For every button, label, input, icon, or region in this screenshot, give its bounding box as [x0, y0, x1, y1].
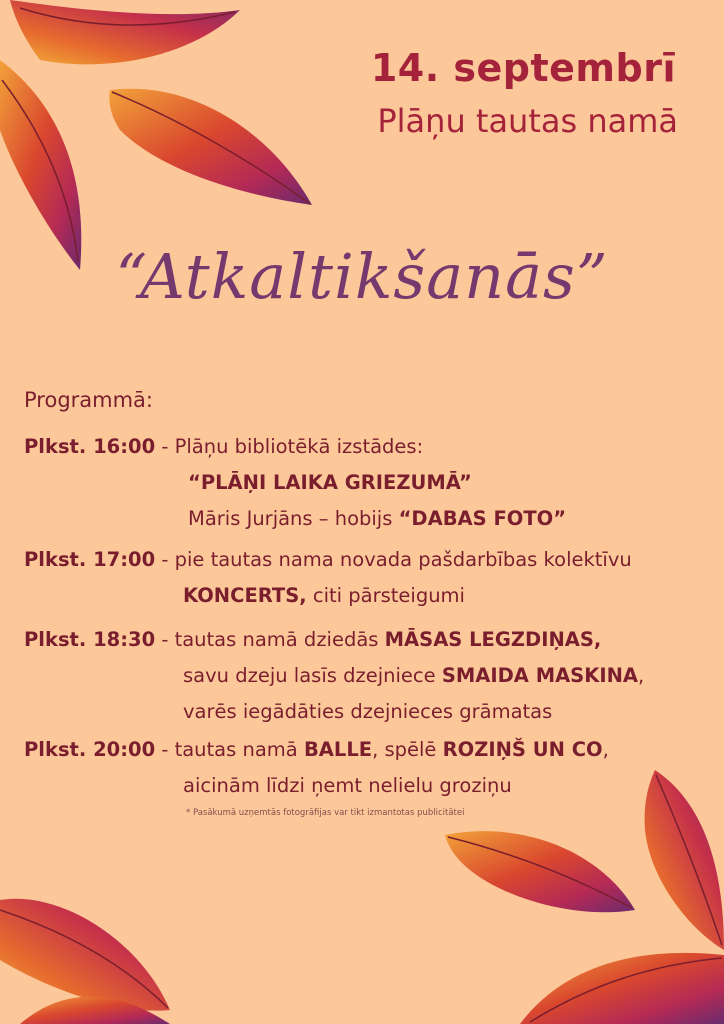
program-text: aicinām līdzi ņemt nelielu groziņu	[183, 774, 512, 797]
program-text: ,	[638, 664, 645, 687]
program-line	[183, 700, 552, 723]
program-line	[183, 774, 512, 797]
program-highlight: SMAIDA MASKINA	[441, 664, 639, 687]
program-highlight: MĀSAS LEGZDIŅAS,	[384, 628, 602, 651]
program-text: Plāņu bibliotēkā izstādes:	[174, 435, 424, 458]
program-item	[24, 628, 601, 651]
event-venue: Plāņu tautas namā	[377, 102, 678, 140]
program-highlight: “PLĀŅI LAIKA GRIEZUMĀ”	[188, 471, 472, 494]
program-line	[183, 664, 644, 687]
program-line	[188, 507, 566, 530]
program-text: ,	[602, 738, 609, 761]
program-text: tautas namā dziedās	[174, 628, 385, 651]
leaf-top-left-3	[109, 89, 312, 205]
event-date: 14. septembrī	[370, 46, 676, 90]
program-text: citi pārsteigumi	[306, 584, 465, 607]
program-line	[188, 471, 472, 494]
program-time: Plkst. 18:30	[24, 628, 156, 651]
program-time: Plkst. 16:00	[24, 435, 156, 458]
leaf-bottom-right-1	[445, 831, 635, 912]
event-title: “Atkaltikšanās”	[115, 240, 609, 313]
program-highlight: BALLE	[303, 738, 373, 761]
program-text: varēs iegādāties dzejnieces grāmatas	[183, 700, 553, 723]
program-separator: -	[155, 628, 175, 651]
leaf-bottom-right-3	[520, 953, 724, 1024]
program-line	[183, 584, 465, 607]
program-label: Programmā:	[24, 388, 154, 412]
program-text: savu dzeju lasīs dzejniece	[183, 664, 442, 687]
leaf-bottom-left	[0, 899, 170, 1024]
footnote: * Pasākumā uzņemtās fotogrāfijas var tikt izmantotas publicitātei	[186, 808, 465, 818]
program-text: tautas namā	[174, 738, 304, 761]
program-time: Plkst. 20:00	[24, 738, 156, 761]
program-highlight: ROZIŅŠ UN CO	[442, 738, 603, 761]
leaf-top-left-1	[0, 60, 81, 270]
program-item	[24, 435, 423, 458]
program-highlight: KONCERTS,	[183, 584, 307, 607]
program-highlight: “DABAS FOTO”	[398, 507, 567, 530]
program-time: Plkst. 17:00	[24, 548, 156, 571]
program-separator: -	[155, 548, 175, 571]
program-item	[24, 548, 632, 571]
program-separator: -	[155, 738, 175, 761]
program-separator: -	[155, 435, 175, 458]
program-text: , spēlē	[372, 738, 443, 761]
leaf-bottom-right-2	[645, 770, 724, 950]
program-item	[24, 738, 609, 761]
program-text: Māris Jurjāns – hobijs	[188, 507, 399, 530]
leaf-top-left-2	[10, 0, 240, 64]
program-text: pie tautas nama novada pašdarbības kolektīvu	[174, 548, 632, 571]
